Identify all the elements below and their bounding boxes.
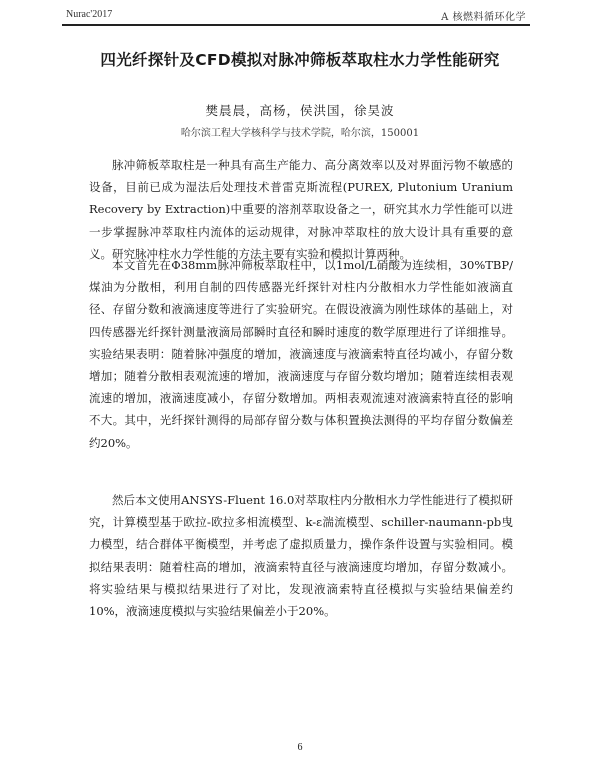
abstract-paragraph-2: 本文首先在Φ38mm脉冲筛板萃取柱中，以1mol/L硝酸为连续相，30%TBP/煤油为分散相，利用自制的四传感器光纤探针对柱内分散相水力学性能如液滴直径、存留分数和液滴速度等进行了实验研究。在假设液滴为刚性球体的基础上，对四传感器光纤探针测量液滴局部瞬时直径和瞬时速度的数学原理进行了详细推导。实验结果表明：随着脉冲强度的增加，液滴速度与液滴索特直径均减小，存留分数增加；随着分散相表观流速的增加，液滴速度与存留分数均增加；随着连续相表观流速的增加，液滴速度减小，存留分数增加。两相表观流速对液滴索特直径的影响不大。其中，光纤探针测得的局部存留分数与体积置换法测得的平均存留分数偏差约20%。 xyxy=(89,258,513,450)
affiliation: 哈尔滨工程大学核科学与技术学院，哈尔滨，150001 xyxy=(180,128,420,139)
author-list: 樊晨晨，高杨，侯洪国，徐昊波 xyxy=(205,103,395,118)
page-number: 6 xyxy=(297,742,303,753)
running-header-conference: Nurac'2017 xyxy=(66,9,113,20)
paper-title: 四光纤探针及CFD模拟对脉冲筛板萃取柱水力学性能研究 xyxy=(100,51,500,69)
abstract-paragraph-3: 然后本文使用ANSYS-Fluent 16.0对萃取柱内分散相水力学性能进行了模拟研究，计算模型基于欧拉-欧拉多相流模型、k-ε湍流模型、schiller-naumann-pb曳力模型，结合群体平衡模型，并考虑了虚拟质量力，操作条件设置与实验相同。模拟结果表明：随着柱高的增加，液滴索特直径与液滴速度均增加，存留分数减小。将实验结果与模拟结果进行了对比，发现液滴索特直径模拟与实验结果偏差约10%，液滴速度模拟与实验结果偏差小于20%。 xyxy=(89,493,513,619)
abstract-paragraph-1: 脉冲筛板萃取柱是一种具有高生产能力、高分离效率以及对界面污物不敏感的设备，目前已成为湿法后处理技术普雷克斯流程(PUREX, Plutonium Uranium Recovery by Extraction)中重要的溶剂萃取设备之一，研究其水力学性能可以进一步掌握脉冲萃取柱内流体的运动规律，对脉冲萃取柱的放大设计具有重要的意义。研究脉冲柱水力学性能的方法主要有实验和模拟计算两种。 xyxy=(89,158,513,261)
header-rule xyxy=(62,24,530,26)
running-header-section: A 核燃料循环化学 xyxy=(441,12,526,23)
